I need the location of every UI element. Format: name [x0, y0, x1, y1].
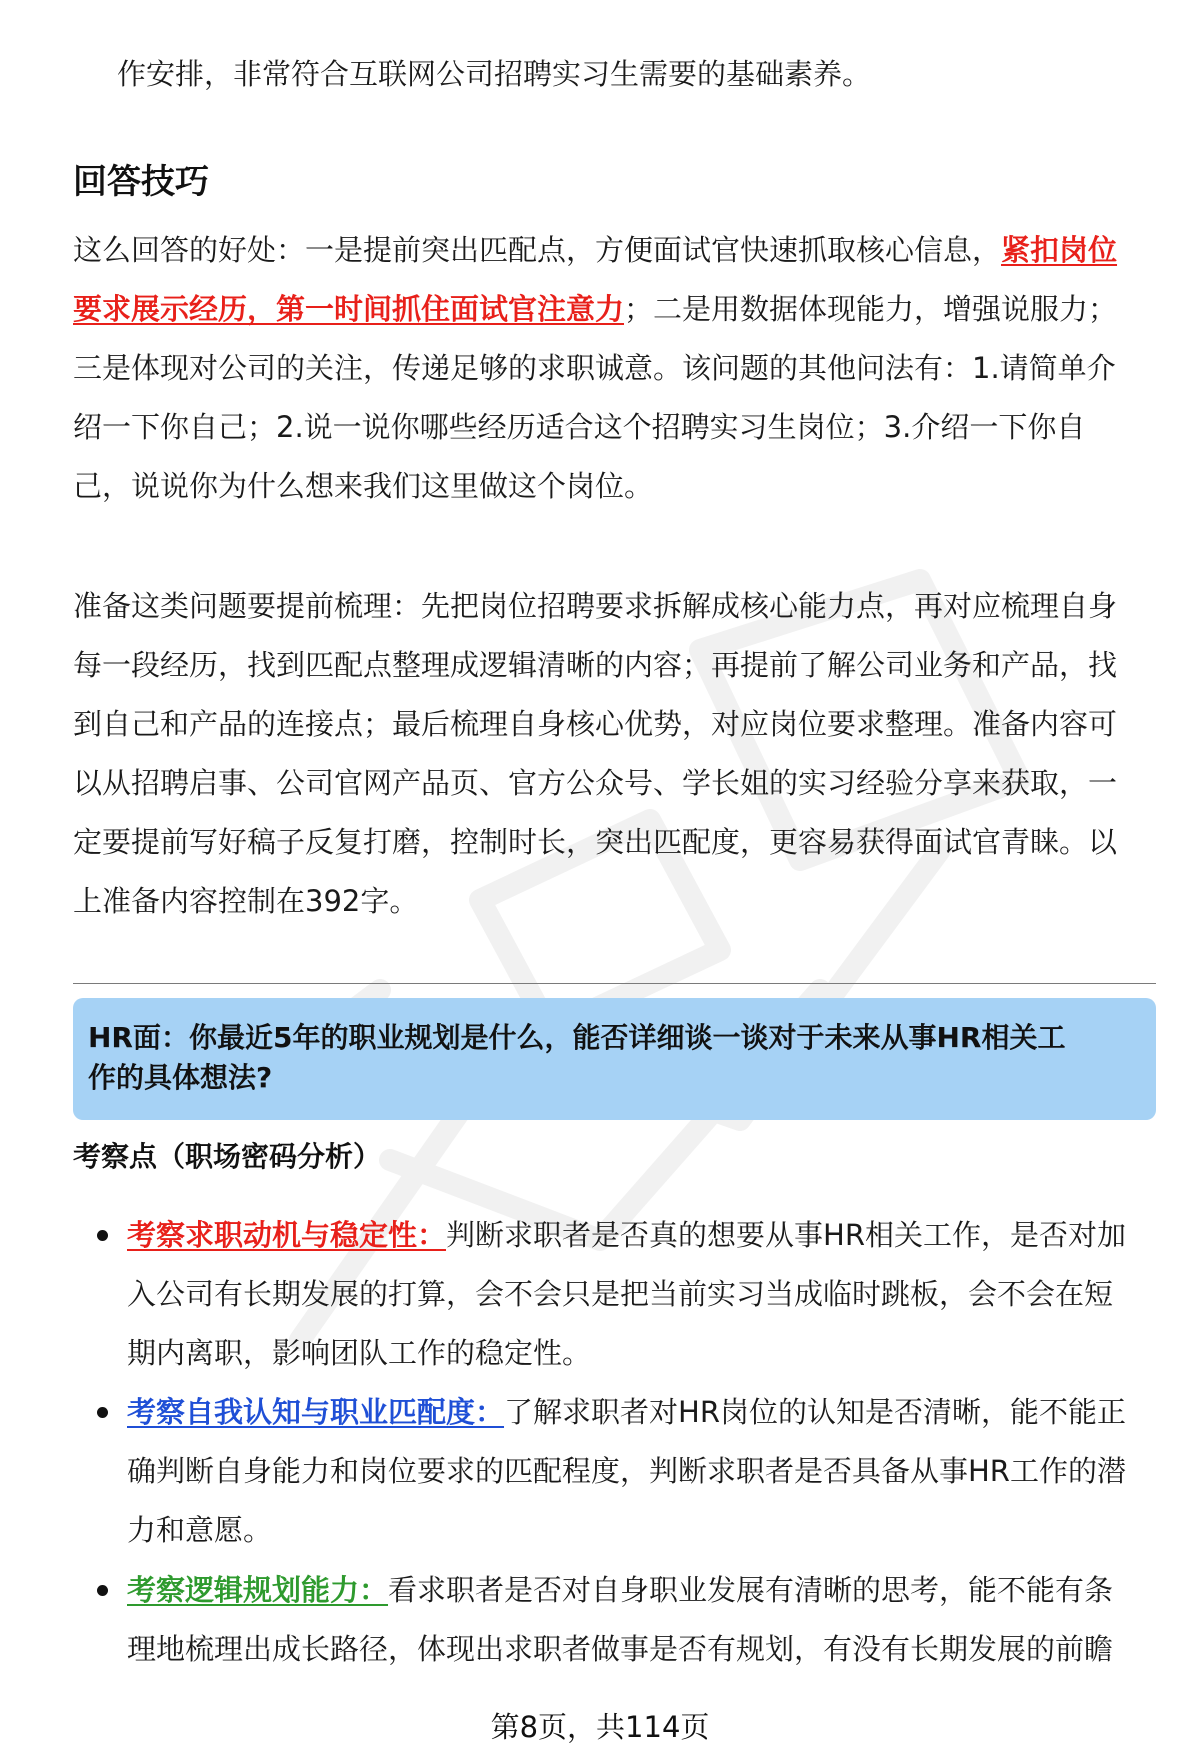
para1-line-1 [73, 230, 1117, 270]
para1-line-2-text: ；二是用数据体现能力，增强说服力； [624, 292, 1118, 326]
bullet-3-text: 看求职者是否对自身职业发展有清晰的思考，能不能有条 [388, 1573, 1114, 1607]
section-divider [73, 983, 1156, 984]
bullet-2-label: 考察自我认知与职业匹配度： [127, 1395, 505, 1429]
bullet-3-line-1 [127, 1570, 1113, 1610]
para1-line-1-text: 这么回答的好处：一是提前突出匹配点，方便面试官快速抓取核心信息， [73, 233, 1002, 267]
question-line-1: HR面：你最近5年的职业规划是什么，能否详细谈一谈对于未来从事HR相关工 [88, 1021, 1066, 1054]
para2-line-5: 定要提前写好稿子反复打磨，控制时长，突出匹配度，更容易获得面试官青睐。以 [73, 825, 1118, 859]
page-footer: 第8页，共114页 [490, 1710, 710, 1744]
para1-line-5: 己，说说你为什么想来我们这里做这个岗位。 [73, 469, 654, 503]
bullet-2-line-1 [127, 1392, 1126, 1432]
para2-line-2: 每一段经历，找到匹配点整理成逻辑清晰的内容；再提前了解公司业务和产品，找 [73, 648, 1118, 682]
para2-line-1: 准备这类问题要提前梳理：先把岗位招聘要求拆解成核心能力点，再对应梳理自身 [73, 589, 1118, 623]
intro-tail-text: 作安排，非常符合互联网公司招聘实习生需要的基础素养。 [117, 57, 872, 91]
bullet-1-label: 考察求职动机与稳定性： [127, 1218, 447, 1252]
bullet-1-text: 判断求职者是否真的想要从事HR相关工作，是否对加 [446, 1218, 1126, 1252]
exam-points-heading: 考察点（职场密码分析） [73, 1140, 382, 1173]
section-heading: 回答技巧 [73, 162, 209, 202]
bullet-1-line-3: 期内离职，影响团队工作的稳定性。 [127, 1336, 592, 1370]
para1-line-4: 绍一下你自己；2.说一说你哪些经历适合这个招聘实习生岗位；3.介绍一下你自 [73, 410, 1086, 444]
bullet-2-text: 了解求职者对HR岗位的认知是否清晰，能不能正 [504, 1395, 1126, 1429]
para1-line-2 [73, 289, 1117, 329]
para2-line-4: 以从招聘启事、公司官网产品页、官方公众号、学长姐的实习经验分享来获取，一 [73, 766, 1118, 800]
bullet-3-label: 考察逻辑规划能力： [127, 1573, 389, 1607]
bullet-1-line-2: 入公司有长期发展的打算，会不会只是把当前实习当成临时跳板，会不会在短 [127, 1277, 1114, 1311]
para1-emphasis-start: 紧扣岗位 [1001, 233, 1118, 267]
para2-line-3: 到自己和产品的连接点；最后梳理自身核心优势，对应岗位要求整理。准备内容可 [73, 707, 1118, 741]
bullet-2-line-2: 确判断自身能力和岗位要求的匹配程度，判断求职者是否具备从事HR工作的潜 [127, 1454, 1126, 1488]
para1-line-3: 三是体现对公司的关注，传递足够的求职诚意。该问题的其他问法有：1.请简单介 [73, 351, 1116, 385]
para1-emphasis-end: 要求展示经历，第一时间抓住面试官注意力 [73, 292, 625, 326]
bullet-dot [97, 1230, 108, 1241]
bullet-2-line-3: 力和意愿。 [127, 1513, 273, 1547]
bullet-1-line-1 [127, 1215, 1126, 1255]
question-line-2: 作的具体想法? [88, 1061, 273, 1094]
para2-line-6: 上准备内容控制在392字。 [73, 884, 419, 918]
bullet-dot [97, 1585, 108, 1596]
bullet-3-line-2: 理地梳理出成长路径，体现出求职者做事是否有规划，有没有长期发展的前瞻 [127, 1632, 1114, 1666]
bullet-dot [97, 1407, 108, 1418]
